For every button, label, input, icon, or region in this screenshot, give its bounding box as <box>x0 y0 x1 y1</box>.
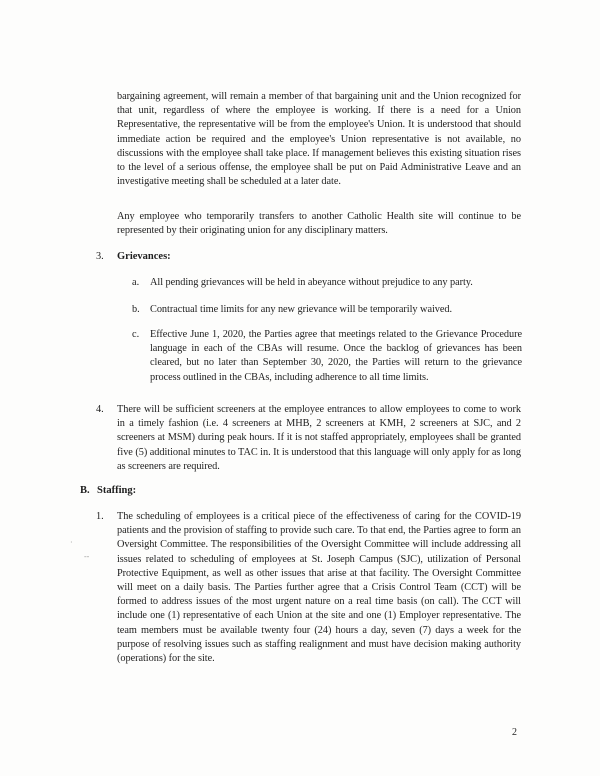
staffing-paragraph: The scheduling of employees is a critical piece of the effectiveness of caring for the COVID-19 patients and the provision of staffing to provide such care. To that end, the Parties agree to form an Oversight Committee. The responsibilities of the Oversight Committee will include addressing all issues related to scheduling of employees at St. Joseph Campus (SJC), utilization of Personal Protective Equipment, as well as other issues that arise at that facility. The Oversight Committee will meet on a daily basis. The Parties further agree that a Crisis Control Team (CCT) will be formed to address issues of the most urgent nature on a real time basis (on call). The CCT will include one (1) representative of each Union at the site and one (1) Employer representative. The team members must be available twenty four (24) hours a day, seven (7) days a week for the purpose of resolving issues such as staffing realignment and must have decision making authority (operations) for the site. <box>117 511 521 665</box>
item-4-number: 4. <box>96 404 104 415</box>
staffing-heading: Staffing: <box>97 485 137 496</box>
subitem-b-text: Contractual time limits for any new grievance will be temporarily waived. <box>150 304 453 315</box>
scan-mark-dash: -- <box>84 552 90 561</box>
subitem-a-label: a. <box>132 277 140 288</box>
screeners-paragraph: There will be sufficient screeners at the employee entrances to allow employees to come to work in a timely fashion (i.e. 4 screeners at MHB, 2 screeners at KMH, 2 screeners at SJC, and 2 screeners at MSM) during peak hours. If it is not staffed appropriately, employees shall be granted five (5) additional minutes to TAC in. It is understood that this language will only apply for as long as screeners are required. <box>117 404 521 472</box>
page-number: 2 <box>512 727 517 738</box>
subitem-c-text: Effective June 1, 2020, the Parties agree that meetings related to the Grievance Procedure language in each of the CBAs will resume. Once the backlog of grievances has been cleared, but no later than September 30, 2020, the Parties will return to the grievance process outlined in the CBAs, including adherence to all time limits. <box>150 329 522 383</box>
scan-mark-dot: · <box>70 538 73 547</box>
subitem-b-label: b. <box>132 304 140 315</box>
subitem-a-text: All pending grievances will be held in abeyance without prejudice to any party. <box>150 277 473 288</box>
staffing-item-1-number: 1. <box>96 511 104 522</box>
grievances-heading: Grievances: <box>117 251 171 262</box>
paragraph-temporary-transfer: Any employee who temporarily transfers to another Catholic Health site will continue to be represented by their originating union for any disciplinary matters. <box>117 211 521 237</box>
subitem-c-label: c. <box>132 329 140 340</box>
paragraph-union-representation: bargaining agreement, will remain a member of that bargaining unit and the Union recognized for that unit, regardless of where the employee is working. If there is a need for a Union Representative, the representative will be from the employee's Union. It is understood that should immediate action be required and the employee's Union representative is not available, no discussions with the employee shall take place. If management believes this existing situation rises to the level of a serious offense, the employee shall be put on Paid Administrative Leave and an investigative meeting shall be scheduled at a later date. <box>117 91 521 188</box>
section-b-label: B. <box>80 485 90 496</box>
item-3-number: 3. <box>96 251 104 262</box>
